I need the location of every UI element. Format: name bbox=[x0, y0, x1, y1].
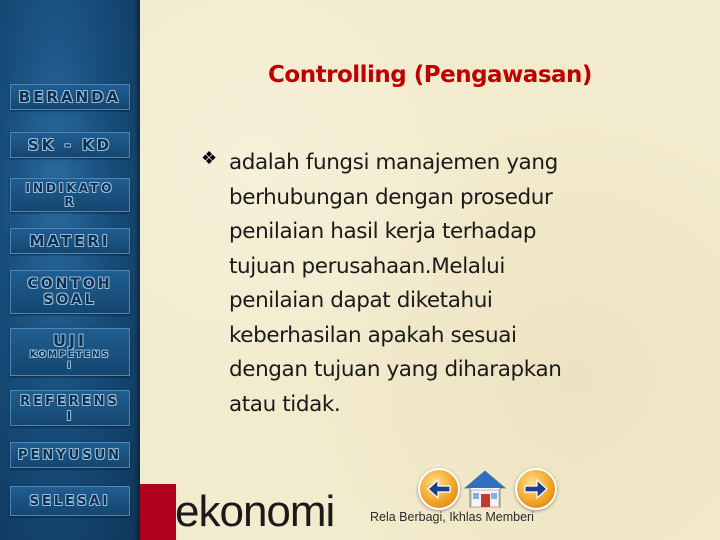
nav-sk-kd-label: SK - KD bbox=[27, 135, 113, 154]
sidebar bbox=[0, 0, 140, 540]
nav-referensi-label: REFERENS bbox=[20, 393, 120, 409]
arrow-right-icon bbox=[523, 478, 549, 500]
slide-title: Controlling (Pengawasan) bbox=[268, 62, 592, 88]
diamond-bullet-icon: ❖ bbox=[201, 148, 218, 168]
previous-arrow-icon[interactable] bbox=[418, 468, 460, 510]
nav-kompetensi-label: KOMPETENS bbox=[29, 350, 111, 360]
nav-uji-label: UJI bbox=[53, 331, 87, 350]
nav-beranda-label: BERANDA bbox=[18, 87, 122, 106]
nav-referensi-label-2: I bbox=[66, 408, 74, 423]
nav-kompetensi-label-2: I bbox=[67, 361, 73, 371]
nav-materi-button[interactable] bbox=[10, 228, 130, 254]
nav-beranda-button[interactable] bbox=[10, 84, 130, 110]
body-text: adalah fungsi manajemen yang berhubungan dengan prosedur penilaian hasil kerja terhadap tujuan perusahaan.Melalui penilaian dapat diketahui keberhasilan apakah sesuai dengan tujuan yang diharapkan atau tidak. bbox=[229, 150, 562, 417]
nav-penyusun-label: PENYUSUN bbox=[17, 447, 123, 463]
nav-contoh-soal-button[interactable] bbox=[10, 270, 130, 314]
arrow-left-icon bbox=[426, 478, 452, 500]
nav-selesai-label: SELESAI bbox=[29, 493, 111, 509]
footer-accent-bar bbox=[140, 484, 176, 540]
nav-sk-kd-button[interactable] bbox=[10, 132, 130, 158]
nav-indikator-label-2: R bbox=[64, 195, 76, 209]
nav-soal-label: SOAL bbox=[43, 292, 97, 308]
footer-slogan: Rela Berbagi, Ikhlas Memberi bbox=[370, 510, 534, 524]
nav-materi-label: MATERI bbox=[29, 231, 111, 250]
slide-content bbox=[140, 0, 720, 540]
nav-penyusun-button[interactable] bbox=[10, 442, 130, 468]
home-icon[interactable] bbox=[462, 468, 508, 510]
nav-contoh-label: CONTOH bbox=[27, 276, 113, 292]
nav-indikator-label: INDIKATO bbox=[25, 181, 115, 195]
nav-referensi-button[interactable] bbox=[10, 390, 130, 426]
nav-selesai-button[interactable] bbox=[10, 486, 130, 516]
nav-indikator-button[interactable] bbox=[10, 178, 130, 212]
brand-logo: ekonomi bbox=[175, 487, 335, 536]
nav-uji-kompetensi-button[interactable] bbox=[10, 328, 130, 376]
next-arrow-icon[interactable] bbox=[515, 468, 557, 510]
